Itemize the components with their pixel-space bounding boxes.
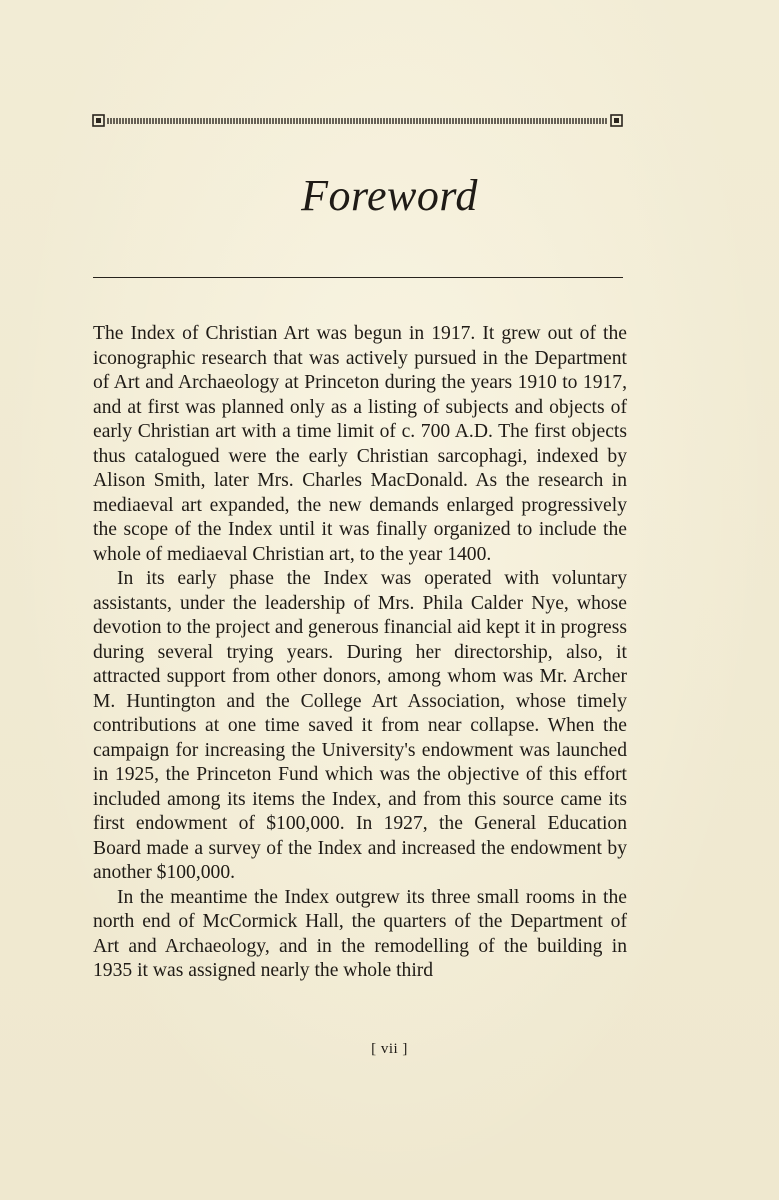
page-title: Foreword	[301, 171, 478, 220]
paragraph: The Index of Christian Art was begun in 1917. It grew out of the iconographic research that was actively pursued in the Department of Art and Archaeology at Princeton during the years 1910 to 1917, and at first was planned only as a listing of subjects and objects of early Christian art with a time limit of c. 700 A.D. The first objects thus catalogued were the early Christian sarcophagi, indexed by Alison Smith, later Mrs. Charles MacDonald. As the research in mediaeval art expanded, the new demands enlarged progressively the scope of the Index until it was finally organized to include the whole of mediaeval Christian art, to the year 1400.	[93, 323, 627, 565]
ornamental-rule-icon	[92, 113, 623, 129]
body-text	[93, 322, 627, 984]
paragraph: In the meantime the Index outgrew its three small rooms in the north end of McCormick Hall, the quarters of the Department of Art and Archaeology, and in the remodelling of the building in 1935 it was assigned nearly the whole third	[93, 886, 627, 981]
title-underline-divider	[93, 277, 623, 278]
paragraph: In its early phase the Index was operated with voluntary assistants, under the leadership of Mrs. Phila Calder Nye, whose devotion to the project and generous financial aid kept it in progress during several trying years. During her directorship, also, it attracted support from other donors, among whom was Mr. Archer M. Huntington and the College Art Association, whose timely contributions at one time saved it from near collapse. When the campaign for increasing the University's endowment was launched in 1925, the Princeton Fund which was the objective of this effort included among its items the Index, and from this source came its first endowment of $100,000. In 1927, the General Education Board made a survey of the Index and increased the endowment by another $100,000.	[93, 568, 627, 883]
page-number: [ vii ]	[371, 1041, 408, 1057]
